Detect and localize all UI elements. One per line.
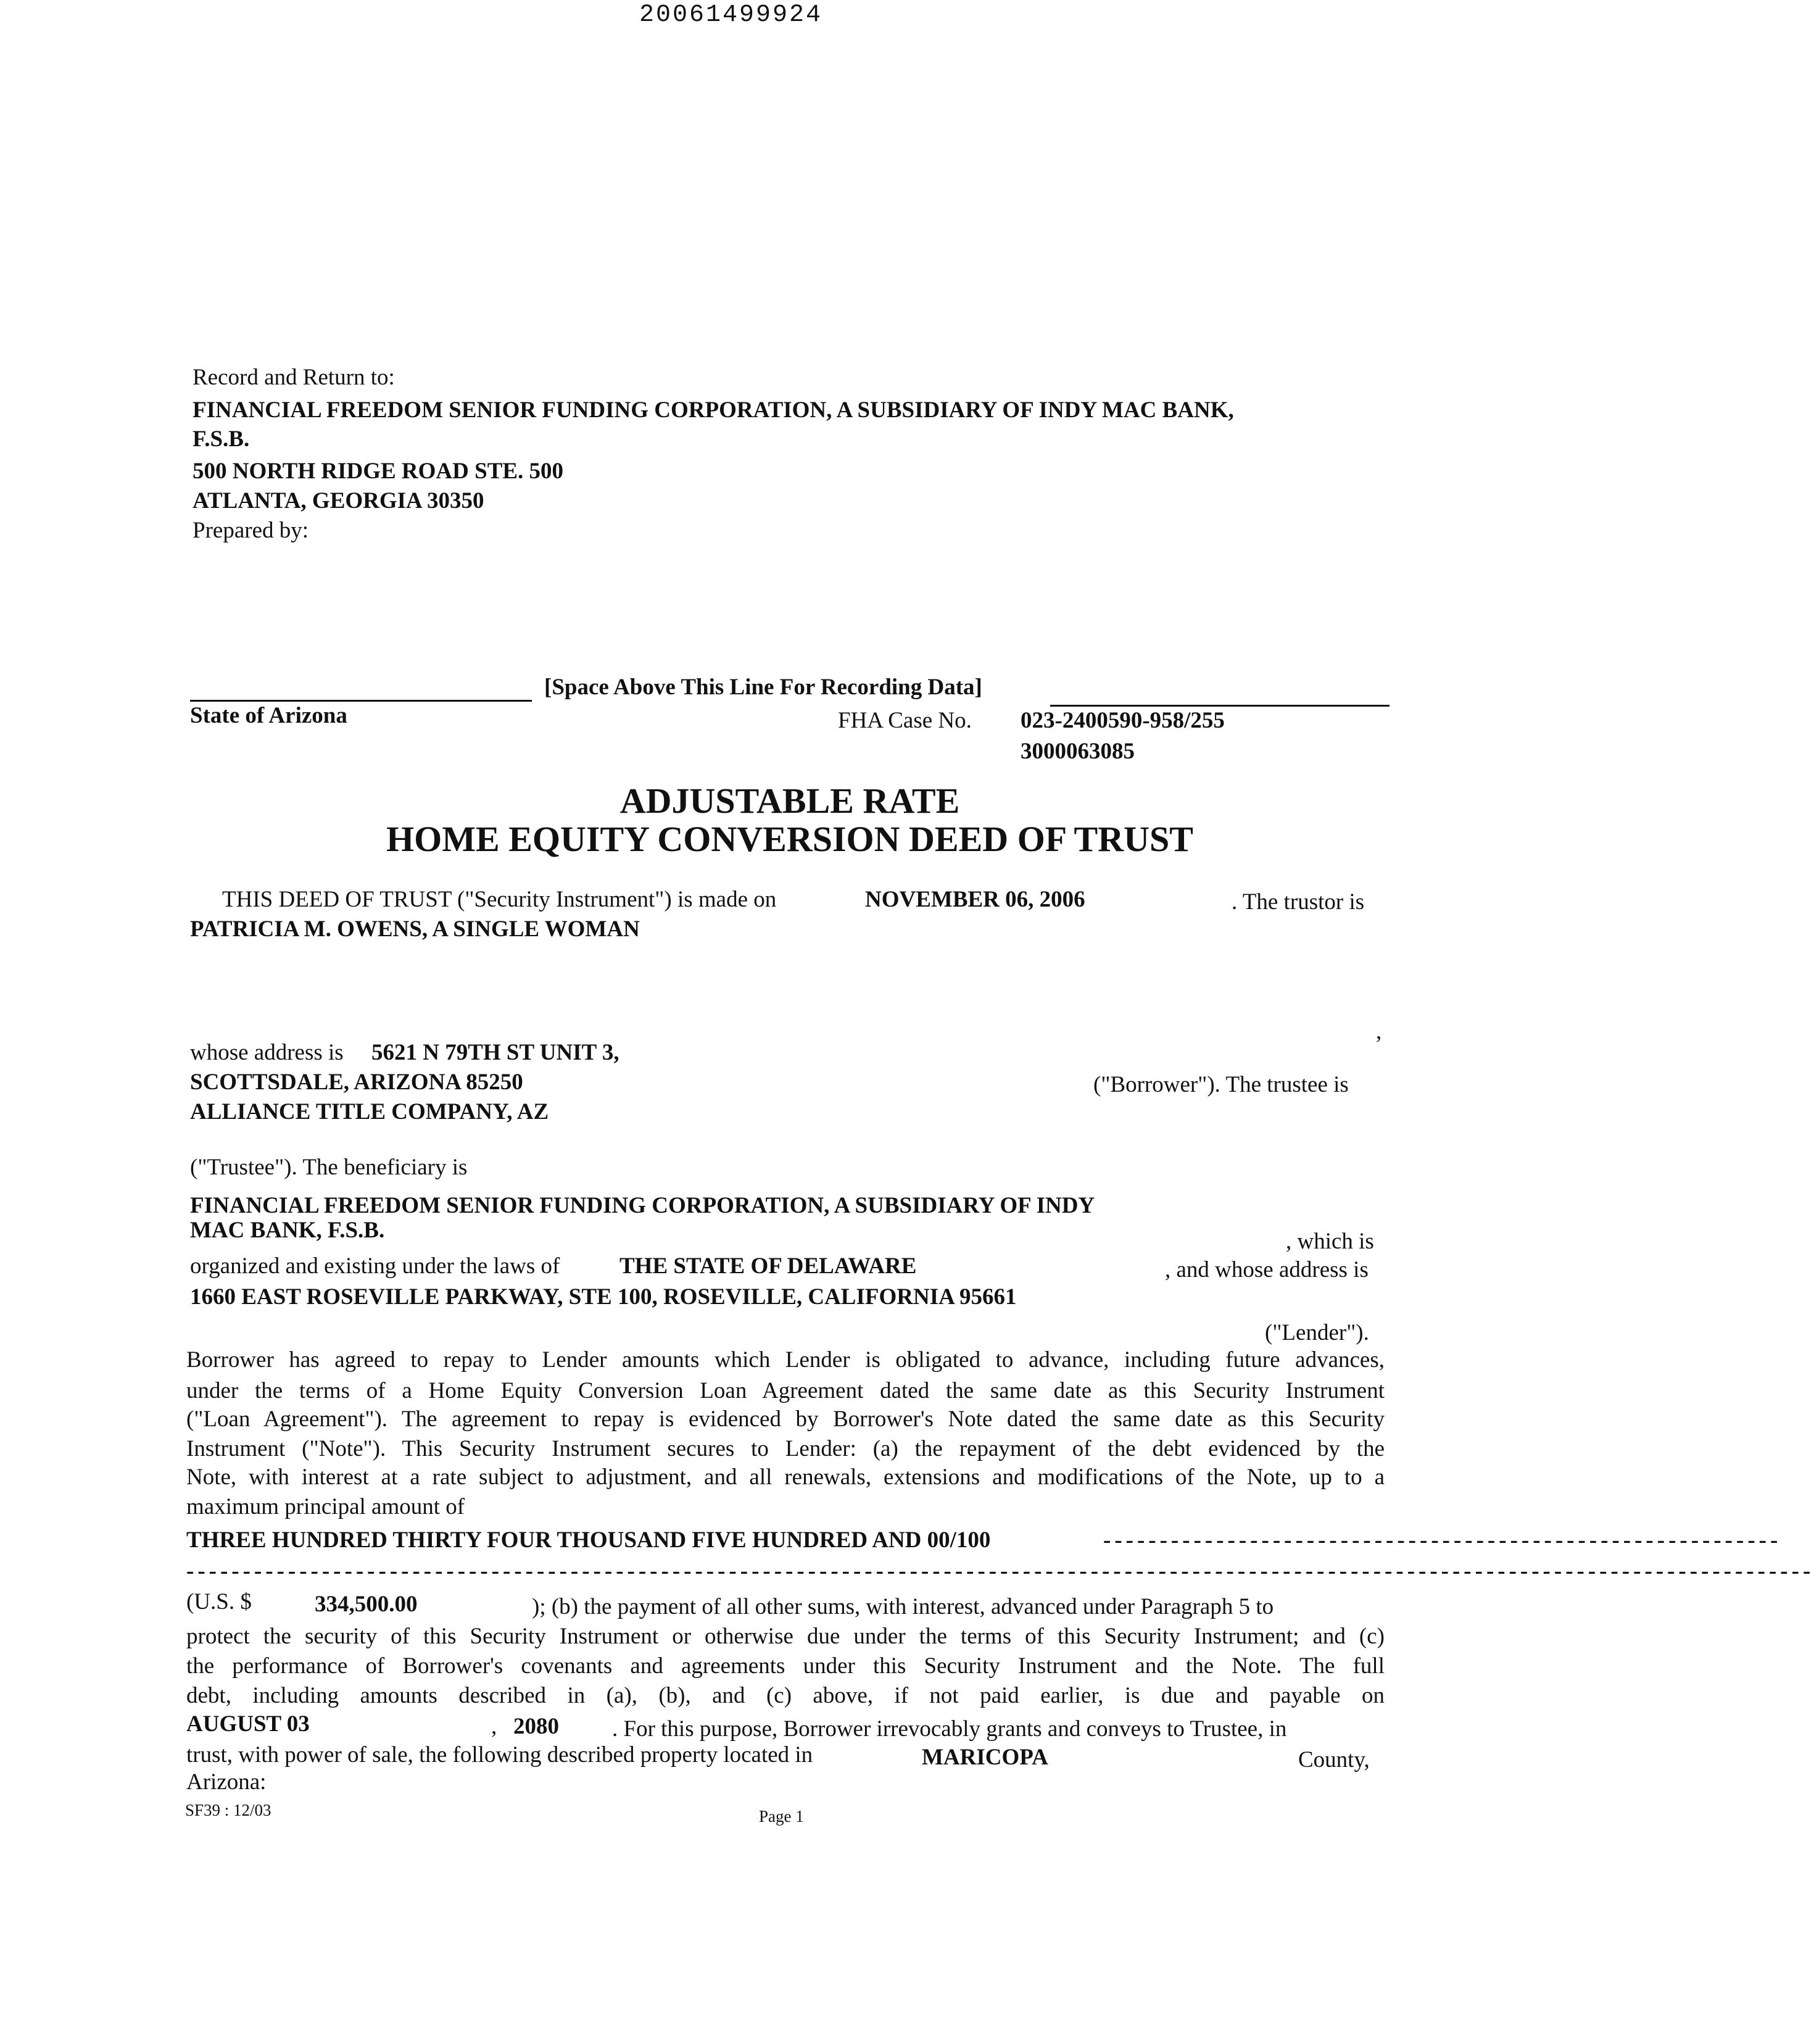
trustor-name: PATRICIA M. OWENS, A SINGLE WOMAN xyxy=(190,916,640,942)
document-number: 20061499924 xyxy=(639,1,823,29)
lender-address-label: , and whose address is xyxy=(1165,1257,1369,1282)
page-number: Page 1 xyxy=(759,1807,804,1826)
maturity-date: AUGUST 03 xyxy=(186,1711,310,1737)
recording-space-label: [Space Above This Line For Recording Data] xyxy=(544,675,982,700)
body-line: Instrument ("Note"). This Security Instrument secures to Lender: (a) the repayment of the debt evidenced by the xyxy=(186,1436,1385,1461)
return-name-line2: F.S.B. xyxy=(193,426,250,452)
amount-number: 334,500.00 xyxy=(315,1592,418,1617)
record-return-label: Record and Return to: xyxy=(193,365,395,390)
lender-state: THE STATE OF DELAWARE xyxy=(619,1253,917,1279)
recording-rule-left xyxy=(190,700,532,702)
state-label: State of Arizona xyxy=(190,703,347,728)
borrower-label: ("Borrower"). The trustee is xyxy=(1093,1072,1349,1097)
lender-label: ("Lender"). xyxy=(1265,1320,1369,1345)
maturity-year-separator: , xyxy=(491,1714,497,1739)
body-line: Note, with interest at a rate subject to adjustment, and all renewals, extensions and modifications of the Note, up to a xyxy=(186,1464,1385,1490)
organized-label: organized and existing under the laws of xyxy=(190,1253,560,1279)
title-line2: HOME EQUITY CONVERSION DEED OF TRUST xyxy=(386,819,1193,859)
form-number: SF39 : 12/03 xyxy=(185,1801,271,1819)
loan-number: 3000063085 xyxy=(1021,739,1135,764)
body-line: under the terms of a Home Equity Conversion Loan Agreement dated the same date as this Security Instrument xyxy=(186,1378,1385,1403)
body-line: the performance of Borrower's covenants and agreements under this Security Instrument and the Note. The full xyxy=(186,1653,1385,1679)
trustee-label: ("Trustee"). The beneficiary is xyxy=(190,1155,468,1180)
title-line1: ADJUSTABLE RATE xyxy=(619,781,960,821)
amount-dash-line: ------------------------------------------------------------------------------------------------------------------------------------------------ xyxy=(186,1558,1814,1584)
amount-suffix: ); (b) the payment of all other sums, with interest, advanced under Paragraph 5 to xyxy=(532,1594,1274,1619)
body-line: protect the security of this Security Instrument or otherwise due under the terms of this Security Instrument; and (c) xyxy=(186,1624,1385,1649)
fha-case-number: 023-2400590-958/255 xyxy=(1021,708,1225,733)
address-label: whose address is xyxy=(190,1040,344,1065)
county-label: County, xyxy=(1298,1747,1370,1772)
amount-dash-fill: ------------------------------------------------------------ xyxy=(1103,1527,1782,1553)
recording-rule-right xyxy=(1050,705,1389,707)
body-line: Borrower has agreed to repay to Lender amounts which Lender is obligated to advance, including future advances, xyxy=(186,1347,1385,1373)
beneficiary-name-line1: FINANCIAL FREEDOM SENIOR FUNDING CORPORATION, A SUBSIDIARY OF INDY xyxy=(190,1193,1095,1218)
trustor-label: . The trustor is xyxy=(1232,889,1365,915)
max-principal-label: maximum principal amount of xyxy=(186,1494,465,1519)
deed-date: NOVEMBER 06, 2006 xyxy=(865,887,1085,912)
trust-line: trust, with power of sale, the following described property located in xyxy=(186,1742,813,1768)
county-name: MARICOPA xyxy=(922,1745,1048,1770)
maturity-tail: . For this purpose, Borrower irrevocably grants and conveys to Trustee, in xyxy=(612,1716,1287,1742)
intro-lead: THIS DEED OF TRUST ("Security Instrument") is made on xyxy=(222,887,777,912)
return-name-line1: FINANCIAL FREEDOM SENIOR FUNDING CORPORATION, A SUBSIDIARY OF INDY MAC BANK, xyxy=(193,397,1234,423)
fha-case-label: FHA Case No. xyxy=(838,708,972,733)
trustee-name: ALLIANCE TITLE COMPANY, AZ xyxy=(190,1099,549,1124)
return-address-line1: 500 NORTH RIDGE ROAD STE. 500 xyxy=(193,459,564,484)
which-is-label: , which is xyxy=(1286,1229,1374,1254)
prepared-by-label: Prepared by: xyxy=(193,518,309,543)
beneficiary-name-line2: MAC BANK, F.S.B. xyxy=(190,1218,385,1243)
amount-words: THREE HUNDRED THIRTY FOUR THOUSAND FIVE HUNDRED AND 00/100 xyxy=(186,1527,991,1553)
body-line: debt, including amounts described in (a), (b), and (c) above, if not paid earlier, is due and payable on xyxy=(186,1683,1385,1708)
amount-prefix: (U.S. $ xyxy=(186,1589,252,1614)
address-line2: SCOTTSDALE, ARIZONA 85250 xyxy=(190,1070,523,1095)
return-address-line2: ATLANTA, GEORGIA 30350 xyxy=(193,488,484,513)
trustor-comma: , xyxy=(1376,1019,1382,1044)
body-line: ("Loan Agreement"). The agreement to repay is evidenced by Borrower's Note dated the same date as this Security xyxy=(186,1406,1385,1432)
state-end: Arizona: xyxy=(186,1769,267,1795)
address-line1: 5621 N 79TH ST UNIT 3, xyxy=(371,1040,619,1065)
maturity-year: 2080 xyxy=(513,1714,559,1739)
lender-address: 1660 EAST ROSEVILLE PARKWAY, STE 100, ROSEVILLE, CALIFORNIA 95661 xyxy=(190,1284,1017,1310)
